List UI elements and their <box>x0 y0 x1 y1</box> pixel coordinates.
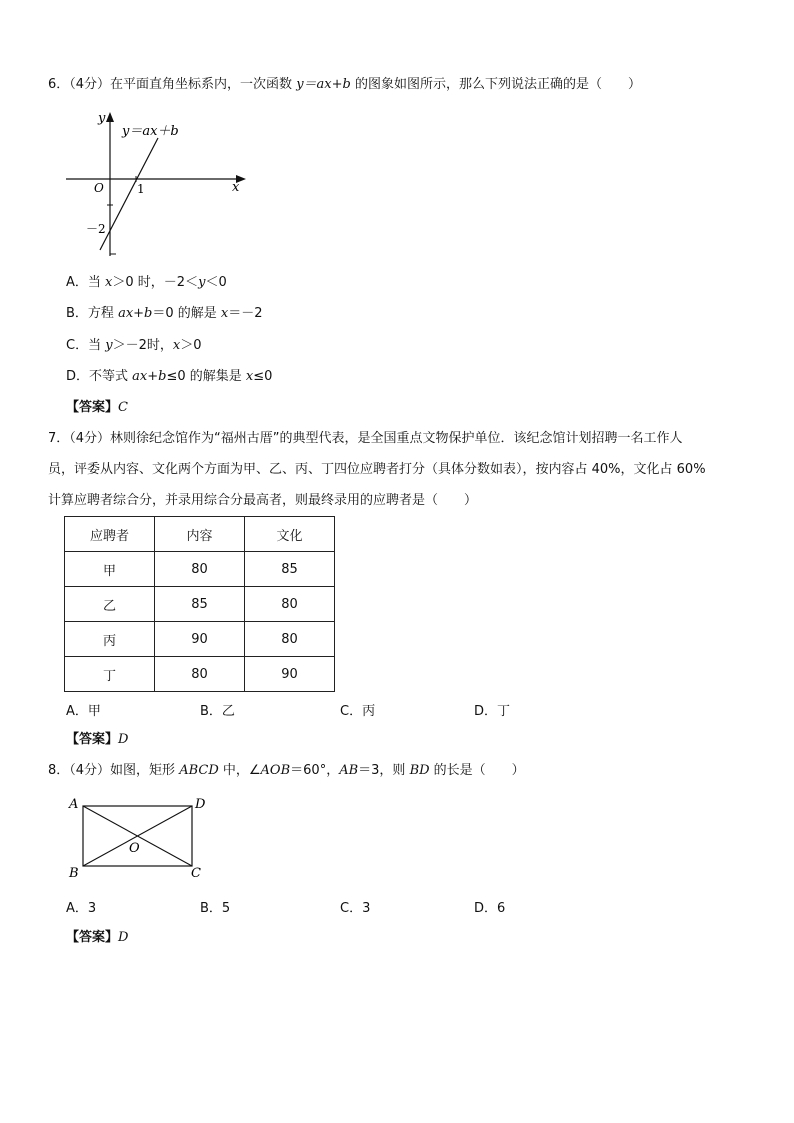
y-axis-label: y <box>98 111 106 126</box>
table-cell: 乙 <box>65 587 155 622</box>
vertex-b-label: B <box>69 866 79 881</box>
q8-answer <box>66 929 128 947</box>
q7-options <box>66 700 606 718</box>
q8-option-c[interactable]: C．3 <box>340 901 371 916</box>
q7-stem-line-2: 员，评委从内容、文化两个方面为甲、乙、丙、丁四位应聘者打分（具体分数如表），按内容占 40%，文化占 60% <box>48 462 706 477</box>
q8-stem: 8．（4分）如图，矩形 ABCD 中，∠AOB＝60°，AB＝3，则 BD 的长是（ ） <box>48 763 525 778</box>
table-cell: 90 <box>245 657 335 692</box>
q8-option-b[interactable]: B．5 <box>200 901 231 916</box>
q6-linear-graph <box>60 104 260 264</box>
table-cell: 甲 <box>65 552 155 587</box>
answer-label: 【答案】 <box>66 400 119 415</box>
line-equation-label: y＝ax＋b <box>122 124 179 139</box>
table-row <box>65 622 335 657</box>
table-row <box>65 552 335 587</box>
table-cell: 80 <box>245 587 335 622</box>
answer-label: 【答案】 <box>66 930 119 945</box>
q6-option-c[interactable]: C．当 y＞－2时，x＞0 <box>66 338 202 353</box>
answer-value: D <box>118 732 129 747</box>
q7-stem-line-3: 计算应聘者综合分，并录用综合分最高者，则最终录用的应聘者是（ ） <box>48 493 478 508</box>
x-axis-label: x <box>232 180 240 195</box>
table-row <box>65 657 335 692</box>
y-intercept-label: －2 <box>86 222 106 236</box>
table-row <box>65 587 335 622</box>
function-line <box>100 138 158 250</box>
q6-option-a[interactable]: A．当 x＞0 时，－2＜y＜0 <box>66 275 227 290</box>
q6-stem-end: 的图象如图所示，那么下列说法正确的是（ ） <box>350 77 641 92</box>
table-cell: 80 <box>155 657 245 692</box>
q6-answer <box>66 399 128 417</box>
q7-score-table <box>64 516 335 692</box>
table-header-cell: 应聘者 <box>65 517 155 552</box>
answer-value: C <box>118 400 128 415</box>
q6-stem <box>48 76 641 94</box>
table-cell: 90 <box>155 622 245 657</box>
q6-option-d[interactable]: D．不等式 ax+b≤0 的解集是 x≤0 <box>66 369 273 384</box>
table-cell: 85 <box>155 587 245 622</box>
q7-option-d[interactable]: D．丁 <box>474 704 511 719</box>
table-cell: 80 <box>245 622 335 657</box>
table-header-cell: 内容 <box>155 517 245 552</box>
x-intercept-label: 1 <box>137 182 145 196</box>
answer-label: 【答案】 <box>66 732 119 747</box>
q8-options <box>66 897 606 915</box>
q7-option-c[interactable]: C．丙 <box>340 704 376 719</box>
q6-stem-function: y＝ax+b <box>296 77 351 92</box>
table-cell: 80 <box>155 552 245 587</box>
origin-label: O <box>94 181 104 195</box>
q6-option-b[interactable]: B．方程 ax+b＝0 的解是 x＝－2 <box>66 306 263 321</box>
q7-option-a[interactable]: A．甲 <box>66 704 101 719</box>
vertex-a-label: A <box>69 797 79 812</box>
table-header-cell: 文化 <box>245 517 335 552</box>
answer-value: D <box>118 930 129 945</box>
q7-option-b[interactable]: B．乙 <box>200 704 235 719</box>
q6-stem-start: 6．（4分）在平面直角坐标系内，一次函数 <box>48 77 297 92</box>
q8-rectangle-figure <box>64 794 214 886</box>
center-o-label: O <box>129 841 140 856</box>
vertex-c-label: C <box>191 866 201 881</box>
q7-answer <box>66 731 128 749</box>
table-header-row <box>65 517 335 552</box>
q8-option-a[interactable]: A．3 <box>66 901 97 916</box>
vertex-d-label: D <box>195 797 206 812</box>
table-cell: 丁 <box>65 657 155 692</box>
y-axis-arrow-icon <box>106 112 114 122</box>
table-cell: 丙 <box>65 622 155 657</box>
q7-stem-line-1: 7．（4分）林则徐纪念馆作为“福州古厝”的典型代表，是全国重点文物保护单位．该纪念馆计划招聘一名工作人 <box>48 431 683 446</box>
q8-option-d[interactable]: D．6 <box>474 901 506 916</box>
table-cell: 85 <box>245 552 335 587</box>
